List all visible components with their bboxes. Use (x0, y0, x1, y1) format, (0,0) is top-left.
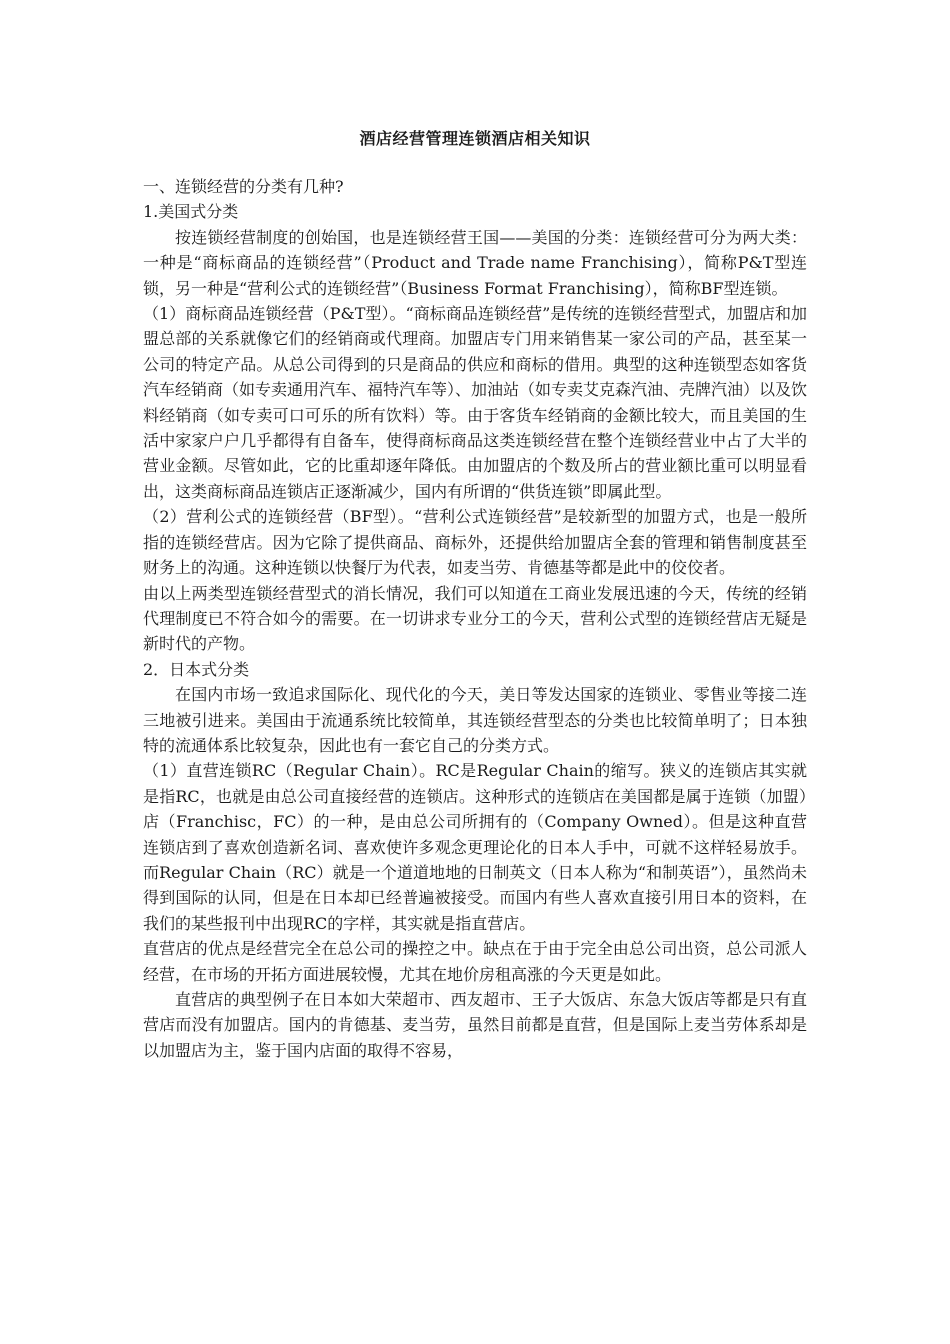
paragraph: （2）营利公式的连锁经营（BF型）。“营利公式连锁经营”是较新型的加盟方式，也是一般所指的连锁经营店。因为它除了提供商品、商标外，还提供给加盟店全套的管理和销售制度甚至财务上的沟通。这种连锁以快餐厅为代表，如麦当劳、肯德基等都是此中的佼佼者。 (143, 507, 807, 578)
paragraph: 由以上两类型连锁经营型式的消长情况，我们可以知道在工商业发展迅速的今天，传统的经销代理制度已不符合如今的需要。在一切讲求专业分工的今天，营利公式型的连锁经营店无疑是新时代的产物。 (143, 583, 807, 654)
paragraph: 2．日本式分类 (143, 659, 250, 679)
paragraph: （1）直营连锁RC（Regular Chain）。RC是Regular Chain的缩写。狭义的连锁店其实就是指RC，也就是由总公司直接经营的连锁店。这种形式的连锁店在美国都是属于连锁（加盟）店（Franchisc，FC）的一种，是由总公司所拥有的（Company Owned）。但是这种直营连锁店到了喜欢创造新名词、喜欢使许多观念更理论化的日本人手中，可就不这样轻易放手。而Regular Chain（RC）就是一个道道地地的日制英文（日本人称为“和制英语”），虽然尚未得到国际的认同，但是在日本却已经普遍被接受。而国内有些人喜欢直接引用日本的资料，在我们的某些报刊中出现RC的字样，其实就是指直营店。 (143, 761, 807, 933)
paragraph: （1）商标商品连锁经营（P&T型）。“商标商品连锁经营”是传统的连锁经营型式，加盟店和加盟总部的关系就像它们的经销商或代理商。加盟店专门用来销售某一家公司的产品，甚至某一公司的特定产品。从总公司得到的只是商品的供应和商标的借用。典型的这种连锁型态如客货汽车经销商（如专卖通用汽车、福特汽车等）、加油站（如专卖艾克森汽油、壳牌汽油）以及饮料经销商（如专卖可口可乐的所有饮料）等。由于客货车经销商的金额比较大，而且美国的生活中家家户户几乎都得有自备车，使得商标商品这类连锁经营在整个连锁经营业中占了大半的营业金额。尽管如此，它的比重却逐年降低。由加盟店的个数及所占的营业额比重可以明显看出，这类商标商品连锁店正逐渐减少，国内有所谓的“供货连锁”即属此型。 (143, 304, 808, 501)
document-title: 酒店经营管理连锁酒店相关知识 (359, 129, 591, 148)
paragraph: 按连锁经营制度的创始国，也是连锁经营王国——美国的分类：连锁经营可分为两大类：一种是“商标商品的连锁经营”（Product and Trade name Franchising），简称P&T型连锁，另一种是“营利公式的连锁经营”（Business Format Franchising），简称BF型连锁。 (143, 227, 807, 298)
paragraph: 一、连锁经营的分类有几种? (143, 177, 344, 196)
paragraph: 直营店的优点是经营完全在总公司的操控之中。缺点在于由于完全由总公司出资，总公司派人经营，在市场的开拓方面进展较慢，尤其在地价房租高涨的今天更是如此。 (143, 939, 807, 984)
paragraph: 在国内市场一致追求国际化、现代化的今天，美日等发达国家的连锁业、零售业等接二连三地被引进来。美国由于流通系统比较简单，其连锁经营型态的分类也比较简单明了；日本独特的流通体系比较复杂，因此也有一套它自己的分类方式。 (143, 685, 807, 755)
paragraph: 直营店的典型例子在日本如大荣超市、西友超市、王子大饭店、东急大饭店等都是只有直营店而没有加盟店。国内的肯德基、麦当劳，虽然目前都是直营，但是国际上麦当劳体系却是以加盟店为主，鉴于国内店面的取得不容易， (143, 990, 807, 1060)
document-body (143, 174, 807, 1063)
paragraph: 1.美国式分类 (143, 202, 239, 222)
